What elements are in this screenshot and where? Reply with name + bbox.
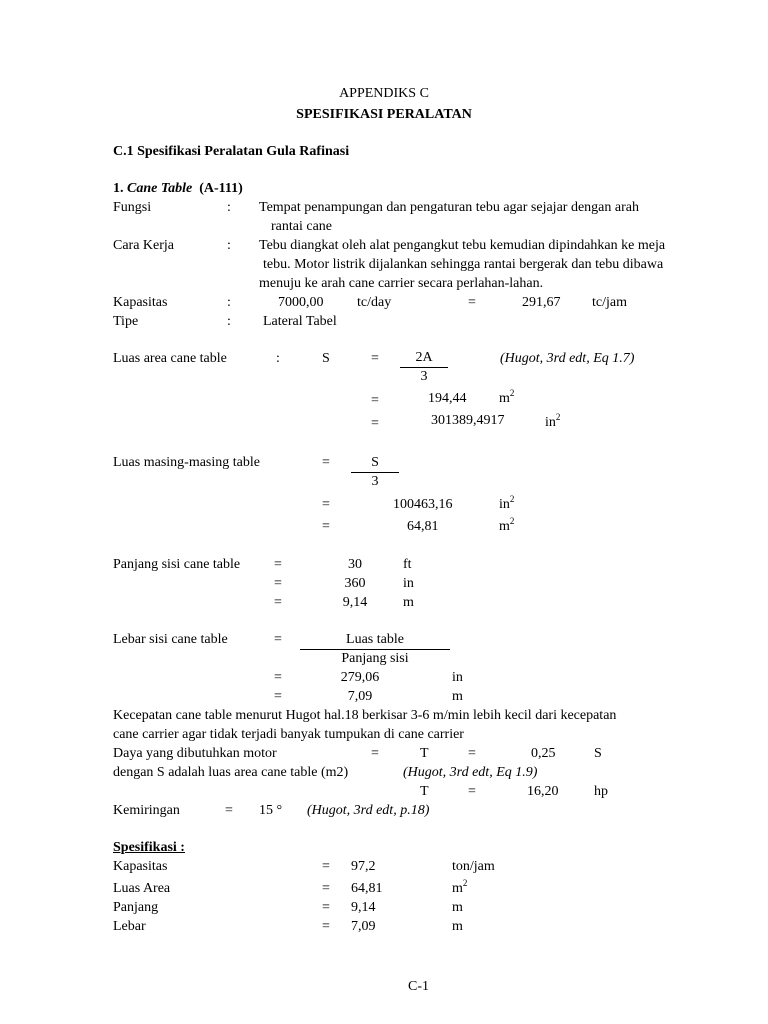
- panjang-value-m: 9,14: [342, 595, 368, 610]
- tipe-value: Lateral Tabel: [263, 314, 337, 329]
- luas-area-value-in2: 301389,4917: [431, 413, 505, 428]
- panjang-unit-m: m: [403, 595, 414, 610]
- daya-result: 16,20: [527, 784, 559, 799]
- kapasitas-colon: :: [227, 295, 231, 310]
- cara-kerja-line-3: menuju ke arah cane carrier secara perlahan-lahan.: [259, 276, 544, 291]
- luas-area-numerator: 2A: [415, 350, 433, 365]
- panjang-equals-2: =: [274, 576, 282, 591]
- lebar-unit-m: m: [452, 689, 463, 704]
- kemiringan-value: 15 °: [259, 803, 283, 818]
- luas-area-value-m2: 194,44: [428, 391, 467, 406]
- page-number: C-1: [408, 979, 429, 994]
- luas-masing-equals-3: =: [322, 519, 330, 534]
- lebar-fraction-bar: [300, 649, 450, 650]
- luas-area-label: Luas area cane table: [113, 351, 227, 366]
- lebar-equals-3: =: [274, 689, 282, 704]
- spec-kapasitas-equals: =: [322, 859, 330, 874]
- luas-masing-fraction-bar: [351, 472, 399, 473]
- fungsi-line-1: Tempat penampungan dan pengaturan tebu agar sejajar dengan arah: [259, 200, 639, 215]
- panjang-unit-ft: ft: [403, 557, 412, 572]
- luas-masing-equals-2: =: [322, 497, 330, 512]
- luas-masing-equals: =: [322, 455, 330, 470]
- kemiringan-equals: =: [225, 803, 233, 818]
- item-name: Cane Table: [127, 181, 193, 196]
- spec-lebar-label: Lebar: [113, 919, 146, 934]
- kapasitas-unit: tc/day: [357, 295, 392, 310]
- spec-luas-area-unit: $m^2$: [452, 878, 468, 896]
- appendix-title: APPENDIKS C: [339, 86, 429, 101]
- tipe-colon: :: [227, 314, 231, 329]
- spec-lebar-value: 7,09: [351, 919, 376, 934]
- spec-luas-area-equals: =: [322, 881, 330, 896]
- daya-equals-1: =: [371, 746, 379, 761]
- spec-panjang-unit: m: [452, 900, 463, 915]
- fungsi-colon: :: [227, 200, 231, 215]
- lebar-numerator: Luas table: [346, 632, 404, 647]
- panjang-value-ft: 30: [348, 557, 362, 572]
- luas-area-unit-m2: $m^2$: [499, 388, 515, 406]
- luas-area-equals: =: [371, 351, 379, 366]
- lebar-label: Lebar sisi cane table: [113, 632, 228, 647]
- daya-reference: (Hugot, 3rd edt, Eq 1.9): [403, 765, 538, 780]
- luas-area-fraction-bar: [400, 367, 448, 368]
- lebar-value-in: 279,06: [340, 670, 380, 685]
- daya-equals-3: =: [468, 784, 476, 799]
- spec-luas-area-label: Luas Area: [113, 881, 171, 896]
- daya-symbol: T: [420, 746, 429, 761]
- kapasitas-value-2: 291,67: [522, 295, 561, 310]
- panjang-value-in: 360: [344, 576, 366, 591]
- kemiringan-label: Kemiringan: [113, 803, 180, 818]
- daya-symbol-2: T: [420, 784, 429, 799]
- daya-unit: hp: [594, 784, 608, 799]
- luas-masing-value-in2: 100463,16: [393, 497, 453, 512]
- daya-variable: S: [594, 746, 602, 761]
- item-number: 1.: [113, 181, 124, 196]
- lebar-unit-in: in: [452, 670, 463, 685]
- lebar-equals-1: =: [274, 632, 282, 647]
- luas-area-colon: :: [276, 351, 280, 366]
- luas-masing-numerator: S: [371, 455, 379, 470]
- kapasitas-equals: =: [468, 295, 476, 310]
- spesifikasi-heading: Spesifikasi :: [113, 840, 185, 855]
- spec-kapasitas-label: Kapasitas: [113, 859, 168, 874]
- fungsi-label: Fungsi: [113, 200, 152, 215]
- spec-luas-area-value: 64,81: [351, 881, 383, 896]
- item-heading: [113, 181, 243, 197]
- exponent: 2: [462, 878, 468, 888]
- kapasitas-unit-2: tc/jam: [592, 295, 627, 310]
- luas-masing-label: Luas masing-masing table: [113, 455, 260, 470]
- daya-factor: 0,25: [531, 746, 556, 761]
- panjang-unit-in: in: [403, 576, 414, 591]
- kemiringan-reference: (Hugot, 3rd edt, p.18): [307, 803, 430, 818]
- panjang-equals-3: =: [274, 595, 282, 610]
- lebar-equals-2: =: [274, 670, 282, 685]
- panjang-label: Panjang sisi cane table: [113, 557, 241, 572]
- kecepatan-line-1: Kecepatan cane table menurut Hugot hal.18 berkisar 3-6 m/min lebih kecil dari kecepatan: [113, 708, 617, 723]
- daya-note: dengan S adalah luas area cane table (m2): [113, 765, 349, 780]
- cara-kerja-line-2: tebu. Motor listrik dijalankan sehingga rantai bergerak dan tebu dibawa: [263, 257, 664, 272]
- fungsi-line-2: rantai cane: [271, 219, 333, 234]
- panjang-equals-1: =: [274, 557, 282, 572]
- exponent: 2: [509, 388, 515, 398]
- spec-lebar-unit: m: [452, 919, 463, 934]
- luas-area-equals-2: =: [371, 393, 379, 408]
- luas-area-symbol: S: [322, 351, 330, 366]
- luas-area-unit-in2: $in^2$: [545, 412, 561, 430]
- exponent: 2: [509, 516, 515, 526]
- daya-equals-2: =: [468, 746, 476, 761]
- luas-area-reference: (Hugot, 3rd edt, Eq 1.7): [500, 351, 635, 366]
- cara-kerja-colon: :: [227, 238, 231, 253]
- spec-panjang-equals: =: [322, 900, 330, 915]
- luas-masing-denominator: 3: [371, 474, 379, 489]
- spec-panjang-value: 9,14: [351, 900, 376, 915]
- section-heading: C.1 Spesifikasi Peralatan Gula Rafinasi: [113, 144, 350, 159]
- luas-area-equals-3: =: [371, 416, 379, 431]
- kapasitas-label: Kapasitas: [113, 295, 168, 310]
- lebar-value-m: 7,09: [347, 689, 373, 704]
- spec-lebar-equals: =: [322, 919, 330, 934]
- spec-kapasitas-value: 97,2: [351, 859, 376, 874]
- spec-kapasitas-unit: ton/jam: [452, 859, 495, 874]
- luas-area-denominator: 3: [420, 369, 428, 384]
- luas-masing-unit-m2: $m^2$: [499, 516, 515, 534]
- lebar-denominator: Panjang sisi: [341, 651, 409, 666]
- luas-masing-unit-in2: $in^2$: [499, 494, 515, 512]
- daya-label: Daya yang dibutuhkan motor: [113, 746, 277, 761]
- exponent: 2: [509, 494, 515, 504]
- kecepatan-line-2: cane carrier agar tidak terjadi banyak tumpukan di cane carrier: [113, 727, 464, 742]
- tipe-label: Tipe: [113, 314, 139, 329]
- item-code: (A-111): [199, 181, 243, 196]
- kapasitas-value: 7000,00: [278, 295, 324, 310]
- cara-kerja-label: Cara Kerja: [113, 238, 175, 253]
- exponent: 2: [555, 412, 561, 422]
- cara-kerja-line-1: Tebu diangkat oleh alat pengangkut tebu kemudian dipindahkan ke meja: [259, 238, 666, 253]
- appendix-subtitle: SPESIFIKASI PERALATAN: [296, 107, 472, 122]
- spec-panjang-label: Panjang: [113, 900, 159, 915]
- luas-masing-value-m2: 64,81: [407, 519, 439, 534]
